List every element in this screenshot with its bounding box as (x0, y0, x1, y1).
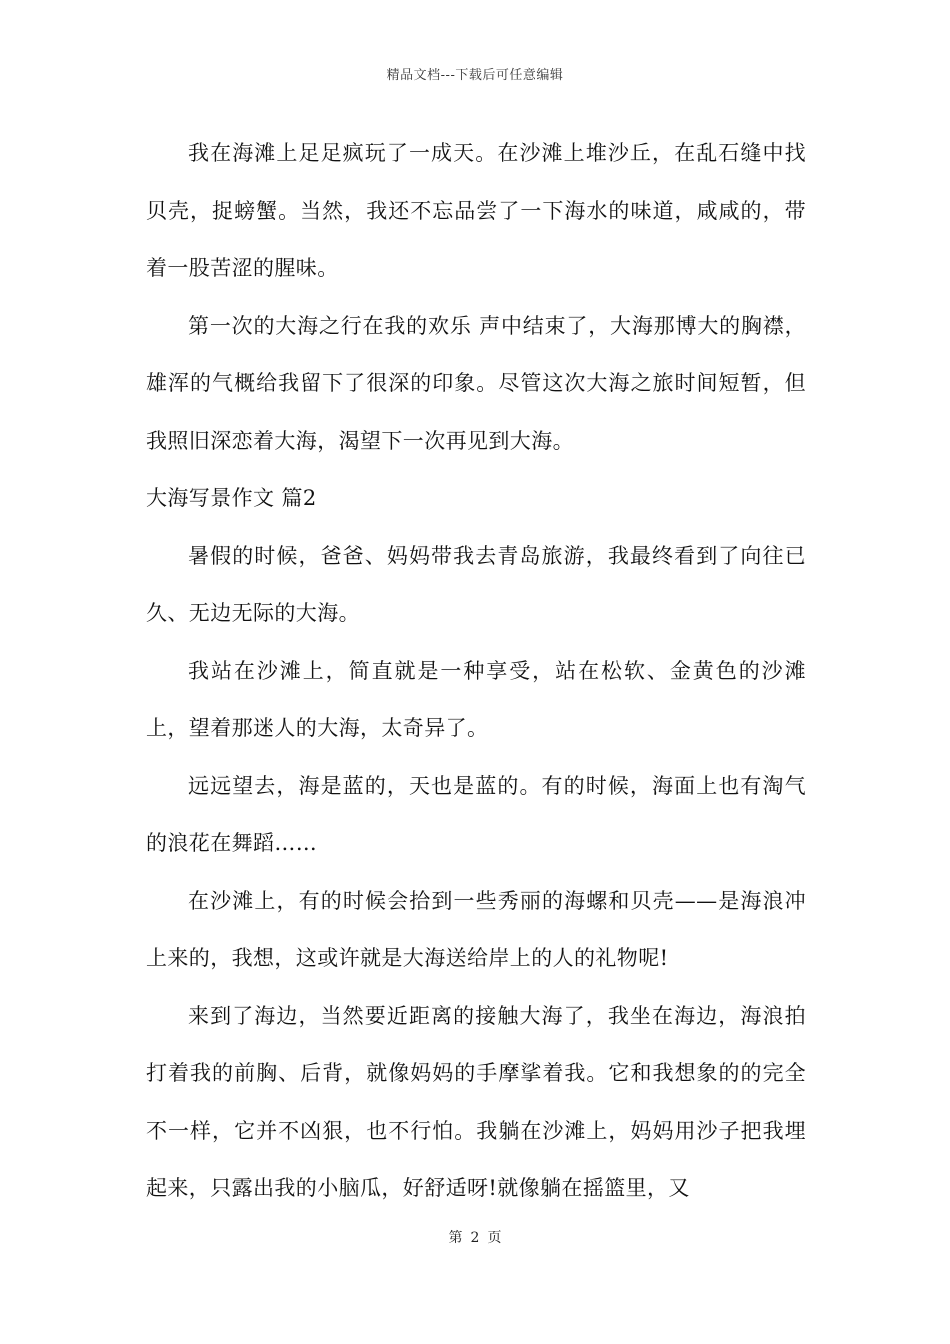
document-body (146, 125, 806, 1218)
page-footer (0, 1227, 950, 1247)
paragraph: 第一次的大海之行在我的欢乐 声中结束了，大海那博大的胸襟，雄浑的气概给我留下了很深的印象。尽管这次大海之旅时间短暂，但我照旧深恋着大海，渴望下一次再见到大海。 (146, 313, 806, 453)
paragraph: 远远望去，海是蓝的，天也是蓝的。有的时候，海面上也有淘气的浪花在舞蹈…… (146, 773, 806, 855)
page-header: 精品文档---下载后可任意编辑 (386, 68, 564, 83)
section-heading: 大海写景作文 篇2 (146, 486, 317, 510)
page-label-prefix: 第 (448, 1230, 463, 1246)
paragraph: 在沙滩上，有的时候会拾到一些秀丽的海螺和贝壳——是海浪冲上来的，我想，这或许就是大海送给岸上的人的礼物呢! (146, 888, 806, 970)
page-label-suffix: 页 (487, 1230, 502, 1246)
paragraph: 我在海滩上足足疯玩了一成天。在沙滩上堆沙丘，在乱石缝中找贝壳，捉螃蟹。当然，我还不忘品尝了一下海水的味道，咸咸的，带着一股苦涩的腥味。 (146, 141, 806, 280)
page-number: 2 (470, 1230, 480, 1246)
paragraph: 暑假的时候，爸爸、妈妈带我去青岛旅游，我最终看到了向往已久、无边无际的大海。 (146, 543, 806, 625)
paragraph: 来到了海边，当然要近距离的接触大海了，我坐在海边，海浪拍打着我的前胸、后背，就像妈妈的手摩挲着我。它和我想象的的完全不一样，它并不凶狠，也不行怕。我躺在沙滩上，妈妈用沙子把我埋起来，只露出我的小脑瓜，好舒适呀!就像躺在摇篮里，又 (146, 1003, 806, 1200)
paragraph: 我站在沙滩上，简直就是一种享受，站在松软、金黄色的沙滩上，望着那迷人的大海，太奇异了。 (146, 658, 806, 740)
